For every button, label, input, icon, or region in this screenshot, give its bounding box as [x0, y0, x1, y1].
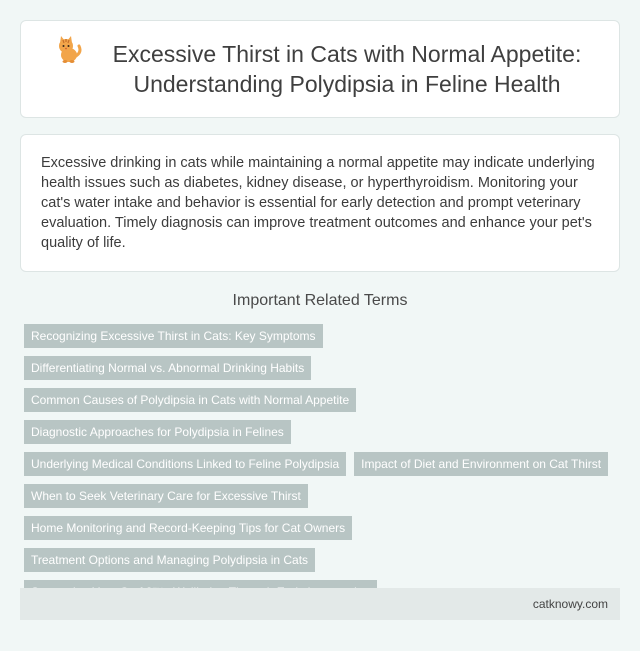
related-term-tag[interactable]: Underlying Medical Conditions Linked to Feline Polydipsia [24, 452, 346, 476]
related-term-tag[interactable]: Common Causes of Polydipsia in Cats with Normal Appetite [24, 388, 356, 412]
intro-card [20, 134, 620, 272]
related-terms-heading: Important Related Terms [232, 292, 408, 309]
related-term-tag[interactable]: Treatment Options and Managing Polydipsia in Cats [24, 548, 315, 572]
related-term-tag[interactable]: Differentiating Normal vs. Abnormal Drinking Habits [24, 356, 311, 380]
related-term-tag[interactable]: When to Seek Veterinary Care for Excessive Thirst [24, 484, 308, 508]
page-title: Excessive Thirst in Cats with Normal Appetite: Understanding Polydipsia in Feline Health [112, 41, 582, 97]
footer-site-link[interactable]: catknowy.com [532, 597, 608, 611]
related-term-tag[interactable]: Impact of Diet and Environment on Cat Thirst [354, 452, 608, 476]
footer [20, 588, 620, 620]
intro-text: Excessive drinking in cats while maintaining a normal appetite may indicate underlying health issues such as diabetes, kidney disease, or hyperthyroidism. Monitoring your cat's water intake and behavior is essential for early detection and prompt veterinary evaluation. Timely diagnosis can improve treatment outcomes and enhance your pet's quality of life. [41, 155, 595, 251]
related-term-tag[interactable]: Home Monitoring and Record-Keeping Tips for Cat Owners [24, 516, 352, 540]
related-term-tag[interactable]: Diagnostic Approaches for Polydipsia in Felines [24, 420, 291, 444]
related-term-tag[interactable]: Recognizing Excessive Thirst in Cats: Key Symptoms [24, 324, 323, 348]
title-card [20, 20, 620, 118]
related-terms-list [24, 324, 620, 612]
cat-emoji-icon [53, 34, 83, 64]
